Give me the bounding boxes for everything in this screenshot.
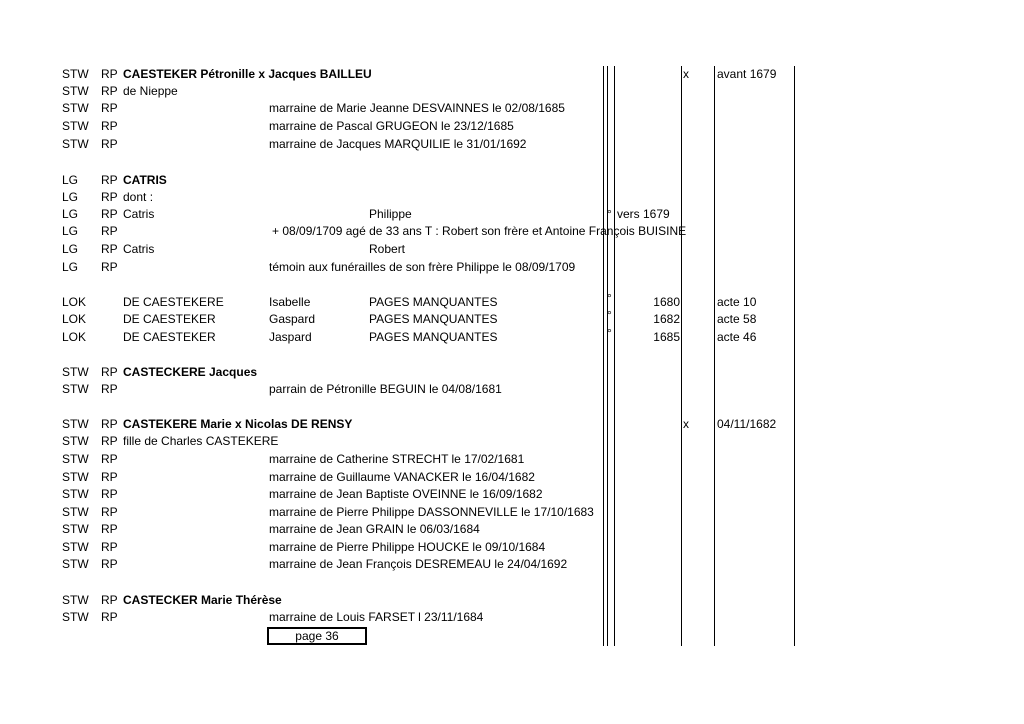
surname: DE CAESTEKER: [123, 330, 216, 344]
source-code: LG: [62, 260, 79, 274]
source-code: STW: [62, 452, 89, 466]
source-code: LG: [62, 224, 79, 238]
entry-detail: témoin aux funérailles de son frère Philippe le 08/09/1709: [269, 260, 576, 274]
register-type: RP: [101, 84, 118, 98]
register-type: RP: [101, 207, 118, 221]
entry-detail: marraine de Jean Baptiste OVEINNE le 16/09/1682: [269, 487, 543, 501]
entry-row: [0, 433, 1024, 450]
entry-row: [0, 241, 1024, 258]
entry-detail: marraine de Louis FARSET l 23/11/1684: [269, 610, 484, 624]
person-note: de Nieppe: [123, 84, 178, 98]
event-date: 04/11/1682: [717, 417, 777, 431]
register-type: RP: [101, 365, 118, 379]
entry-row: [0, 609, 1024, 626]
entry-row: [0, 469, 1024, 486]
entry-detail: PAGES MANQUANTES: [369, 295, 498, 309]
source-code: STW: [62, 382, 89, 396]
person-note: dont :: [123, 190, 154, 204]
source-code: STW: [62, 487, 89, 501]
entry-detail: marraine de Pierre Philippe HOUCKE le 09/10/1684: [269, 540, 546, 554]
entry-detail: marraine de Jean François DESREMEAU le 24/04/1692: [269, 557, 568, 571]
register-type: RP: [101, 190, 118, 204]
register-type: RP: [101, 67, 118, 81]
entry-row: [0, 100, 1024, 117]
entry-detail: marraine de Marie Jeanne DESVAINNES le 02/08/1685: [269, 101, 565, 115]
register-type: RP: [101, 593, 118, 607]
entry-detail: marraine de Pascal GRUGEON le 23/12/1685: [269, 119, 514, 133]
entry-row: [0, 539, 1024, 556]
first-name: Jaspard: [269, 330, 312, 344]
person-heading: CATRIS: [123, 173, 167, 187]
entry-row: [0, 364, 1024, 381]
register-type: RP: [101, 417, 118, 431]
source-code: STW: [62, 593, 89, 607]
entry-row: [0, 172, 1024, 189]
source-code: STW: [62, 610, 89, 624]
surname: Catris: [123, 207, 155, 221]
first-name: Isabelle: [269, 295, 311, 309]
act-number: acte 10: [717, 295, 757, 309]
entry-detail: marraine de Guillaume VANACKER le 16/04/1682: [269, 470, 535, 484]
source-code: STW: [62, 137, 89, 151]
register-type: RP: [101, 452, 118, 466]
register-type: RP: [101, 610, 118, 624]
surname: Catris: [123, 242, 155, 256]
entry-detail: PAGES MANQUANTES: [369, 330, 498, 344]
entry-row: [0, 486, 1024, 503]
entry-detail: PAGES MANQUANTES: [369, 312, 498, 326]
entry-row: [0, 206, 1024, 223]
register-type: RP: [101, 434, 118, 448]
register-type: RP: [101, 173, 118, 187]
source-code: STW: [62, 67, 89, 81]
source-code: STW: [62, 434, 89, 448]
source-code: STW: [62, 101, 89, 115]
register-type: RP: [101, 242, 118, 256]
entry-row: [0, 291, 1024, 311]
register-type: RP: [101, 557, 118, 571]
source-code: LOK: [62, 312, 87, 326]
entry-row: [0, 326, 1024, 346]
entry-row: [0, 136, 1024, 153]
birth-year: 1682: [653, 312, 680, 326]
page-number-box: [267, 627, 367, 645]
first-name: Gaspard: [269, 312, 316, 326]
birth-mark: °: [607, 291, 612, 305]
birth-year: vers 1679: [617, 207, 670, 221]
page-number: page 36: [295, 629, 339, 643]
entry-detail: parrain de Pétronille BEGUIN le 04/08/1681: [269, 382, 502, 396]
source-code: LG: [62, 242, 79, 256]
person-heading: CASTECKERE Jacques: [123, 365, 258, 379]
register-type: RP: [101, 540, 118, 554]
register-type: RP: [101, 101, 118, 115]
source-code: STW: [62, 540, 89, 554]
register-type: RP: [101, 224, 118, 238]
register-type: RP: [101, 522, 118, 536]
birth-mark: °: [607, 326, 612, 340]
birth-year: 1685: [653, 330, 680, 344]
register-type: RP: [101, 119, 118, 133]
source-code: STW: [62, 557, 89, 571]
entry-detail: marraine de Jean GRAIN le 06/03/1684: [269, 522, 480, 536]
entry-row: [0, 83, 1024, 100]
source-code: STW: [62, 505, 89, 519]
entry-row: [0, 189, 1024, 206]
source-code: LOK: [62, 295, 87, 309]
register-type: RP: [101, 505, 118, 519]
entry-detail: marraine de Pierre Philippe DASSONNEVILLE le 17/10/1683: [269, 505, 594, 519]
marriage-mark: x: [683, 67, 689, 81]
birth-mark: °: [607, 207, 612, 221]
entry-detail: + 08/09/1709 agé de 33 ans T : Robert son frère et Antoine François BUISINE: [272, 224, 687, 238]
source-code: STW: [62, 417, 89, 431]
person-heading: CASTECKER Marie Thérèse: [123, 593, 282, 607]
register-type: RP: [101, 382, 118, 396]
source-code: STW: [62, 522, 89, 536]
person-heading: CASTEKERE Marie x Nicolas DE RENSY: [123, 417, 353, 431]
entry-row: [0, 66, 1024, 83]
register-type: RP: [101, 260, 118, 274]
source-code: STW: [62, 84, 89, 98]
register-type: RP: [101, 137, 118, 151]
entry-row: [0, 504, 1024, 521]
birth-mark: °: [607, 308, 612, 322]
entry-row: [0, 521, 1024, 538]
act-number: acte 46: [717, 330, 757, 344]
source-code: STW: [62, 470, 89, 484]
entry-row: [0, 451, 1024, 468]
entry-row: [0, 416, 1024, 433]
person-note: fille de Charles CASTEKERE: [123, 434, 279, 448]
first-name: Robert: [369, 242, 406, 256]
source-code: STW: [62, 365, 89, 379]
event-date: avant 1679: [717, 67, 777, 81]
entry-row: [0, 223, 1024, 240]
entry-row: [0, 259, 1024, 276]
source-code: STW: [62, 119, 89, 133]
source-code: LG: [62, 190, 79, 204]
entry-row: [0, 556, 1024, 573]
source-code: LG: [62, 207, 79, 221]
entry-row: [0, 118, 1024, 135]
first-name: Philippe: [369, 207, 412, 221]
surname: DE CAESTEKERE: [123, 295, 224, 309]
surname: DE CAESTEKER: [123, 312, 216, 326]
source-code: LG: [62, 173, 79, 187]
act-number: acte 58: [717, 312, 757, 326]
birth-year: 1680: [653, 295, 680, 309]
marriage-mark: x: [683, 417, 689, 431]
register-type: RP: [101, 470, 118, 484]
person-heading: CAESTEKER Pétronille x Jacques BAILLEU: [123, 67, 372, 81]
source-code: LOK: [62, 330, 87, 344]
entry-detail: marraine de Jacques MARQUILIE le 31/01/1692: [269, 137, 527, 151]
entry-row: [0, 592, 1024, 609]
entry-detail: marraine de Catherine STRECHT le 17/02/1681: [269, 452, 525, 466]
register-type: RP: [101, 487, 118, 501]
entry-row: [0, 381, 1024, 398]
entry-row: [0, 308, 1024, 328]
